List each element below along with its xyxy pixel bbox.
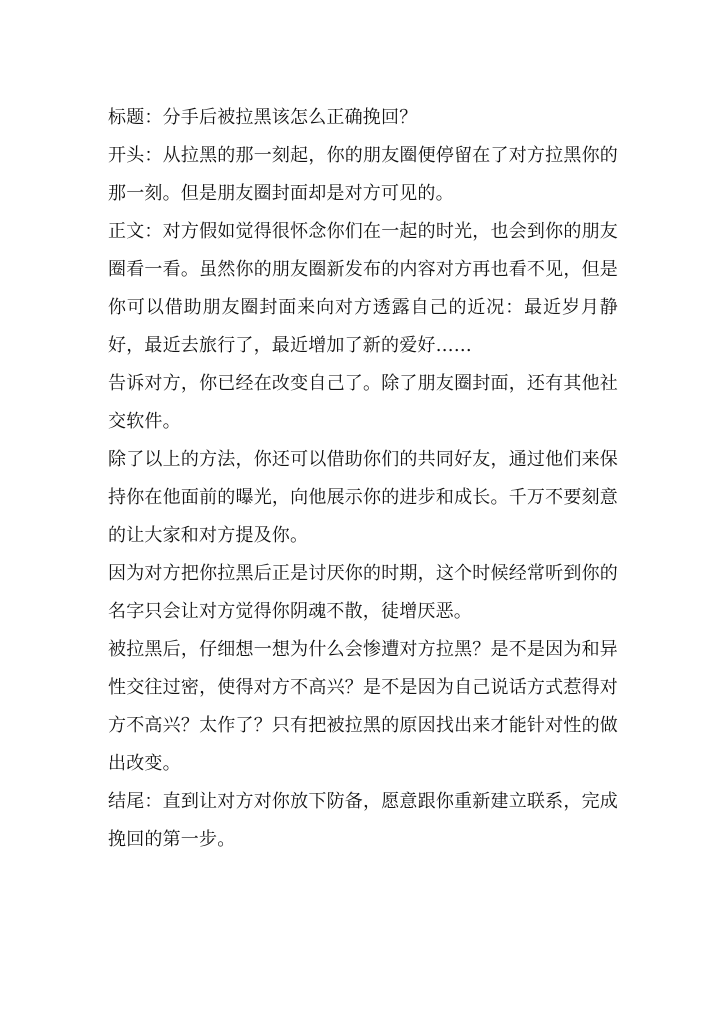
body-paragraph: 被拉黑后，仔细想一想为什么会惨遭对方拉黑？是不是因为和异性交往过密，使得对方不高兴？是不是因为自己说话方式惹得对方不高兴？太作了？只有把被拉黑的原因找出来才能针对性的做出改变。 bbox=[108, 639, 618, 774]
body-paragraph: 正文：对方假如觉得很怀念你们在一起的时光，也会到你的朋友圈看一看。虽然你的朋友圈新发布的内容对方再也看不见，但是你可以借助朋友圈封面来向对方透露自己的近况：最近岁月静好，最近去旅行了，最近增加了新的爱好…… bbox=[108, 221, 618, 356]
document-body bbox=[108, 99, 618, 859]
closing-paragraph: 结尾：直到让对方对你放下防备，愿意跟你重新建立联系，完成挽回的第一步。 bbox=[108, 791, 618, 850]
body-paragraph: 除了以上的方法，你还可以借助你们的共同好友，通过他们来保持你在他面前的曝光，向他展示你的进步和成长。千万不要刻意的让大家和对方提及你。 bbox=[108, 449, 618, 546]
body-paragraph: 因为对方把你拉黑后正是讨厌你的时期，这个时候经常听到你的名字只会让对方觉得你阴魂不散，徒增厌恶。 bbox=[108, 563, 618, 622]
body-paragraph: 告诉对方，你已经在改变自己了。除了朋友圈封面，还有其他社交软件。 bbox=[108, 373, 618, 432]
title-paragraph: 标题：分手后被拉黑该怎么正确挽回？ bbox=[108, 107, 418, 128]
opening-paragraph: 开头：从拉黑的那一刻起，你的朋友圈便停留在了对方拉黑你的那一刻。但是朋友圈封面却是对方可见的。 bbox=[108, 145, 618, 204]
